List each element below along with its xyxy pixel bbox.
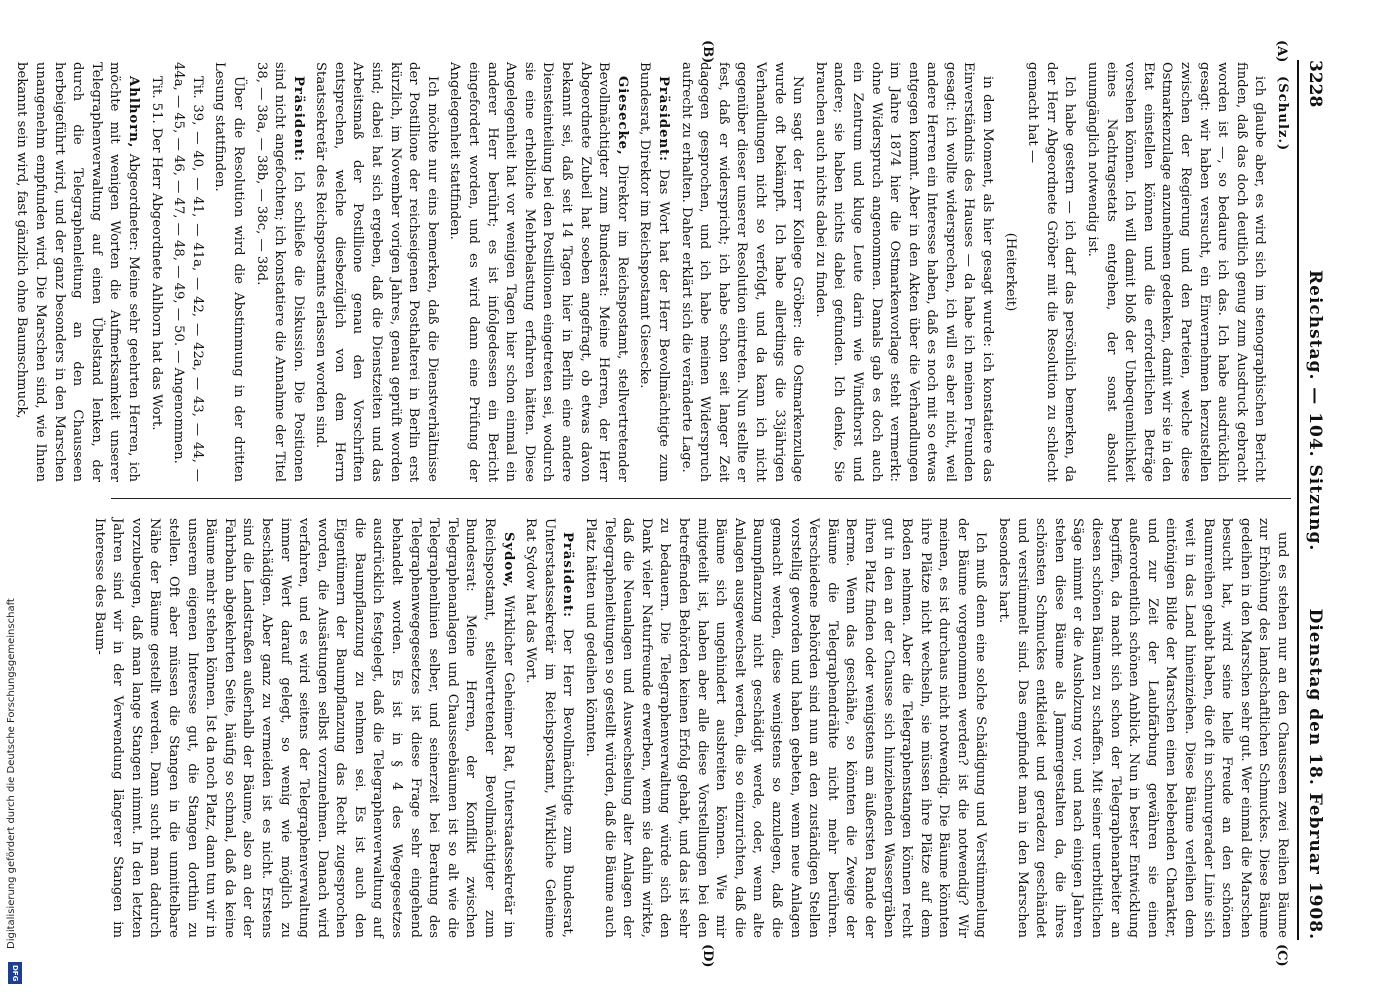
paragraph	[251, 62, 307, 482]
speech-text: Abgeordneter: Meine sehr geehrten Herren, ich möchte mit wenigen Worten die Aufmerksamkeit unserer Telegraphenverwaltung auf einen Übelstand lenken, der durch die Telegraphenleitung an den Chausseen herbeigeführt wird, und der ganz besonders in den Marschen unangenehm empfunden wird. Die Marschen sind, wie Ihnen bekannt sein wird, fast gänzlich ohne Baumschmuck,	[14, 62, 141, 482]
speech-text: Direktor im Reichspostamt, stellvertretender Bevollmächtigter zum Bundesrat: Meine Herren, der Herr Abgeordnete Zubeil hat soeben angefragt, ob etwas davon bekannt sei, daß seit 14 Tagen hier in Berlin eine andere Diensteinteilung bei den Postillionen eingetreten sei, wodurch sie eine erhebliche Mehrbelastung erfahren hätten. Diese Angelegenheit hat vor wenigen Tagen hier schon einmal ein anderer Herr berührt; es ist infolgedessen ein Bericht eingefordert worden, und es wird dann eine Prüfung der Angelegenheit stattfinden.	[447, 62, 630, 482]
session-date: Dienstag den 18. Februar 1908.	[1305, 608, 1325, 940]
paragraph: in dem Moment, als hier gesagt wurde: ich konstatiere das Einverständnis des Hauses — da habe ich meinen Freunden gesagt: ich wollte widersprechen, ich will es aber nicht, weil andere Herren ein Interesse haben, daß es noch mit so etwas entgegen kommt. Aber in den Akten über die Verhandlungen im Jahre 1874 hier die Ostmarkenvorlage steht vermerkt: ohne Widerspruch angenommen. Damals gab es doch auch ein Zentrum und kluge Leute darin wie Windthorst und andere; sie haben nichts dabei gefunden. Ich denke, Sie brauchen auch nichts dabei zu finden.	[812, 62, 996, 482]
speaker-name: Präsident:	[560, 532, 576, 619]
speech-text: Der Herr Bevollmächtigte zum Bundesrat, Unterstaatssekretär im Reichspostamt, Wirkliche Geheime Rat Sydow hat das Wort.	[523, 518, 576, 938]
speaker-name: Präsident:	[290, 76, 306, 163]
speaker-name: Sydow,	[500, 532, 516, 589]
right-column	[91, 518, 1291, 938]
speech-text: Wirklicher Geheimer Rat, Unterstaatssekretär im Reichspostamt, stellvertretender Bevollmächtigter zum Bundesrat: Meine Herren, der Konflikt zwischen Telegraphenanlagen und Chausseebäumen ist so alt wie die Telegraphenlinien selber, und seinerzeit bei Beratung des Telegraphenwegegesetzes ist diese Frage sehr eingehend behandelt worden. Es ist in § 4 des Wegegesetzes ausdrücklich festgelegt, daß die Telegraphenverwaltung auf die Baumpflanzung zu nehmen sei. Es ist auch den Eigentümern der Baumpflanzung das Recht zugesprochen worden, die Ausästungen selbst vorzunehmen. Danach wird verfahren, und es wird seitens der Telegraphenverwaltung immer Wert darauf gelegt, so wenig wie möglich zu beschädigen. Aber ganz zu vermeiden ist es nicht. Erstens sind die Landstraßen außerhalb der Bäume, also an der der Fahrbahn abgekehrten Seite, häufig so schmal, daß da keine Bäume mehr stehen können. Ist da noch Platz, dann tun wir in unserem eigenen Interesse gut, die Stangen dorthin zu stellen. Oft aber müssen die Stangen in die unmittelbare Nähe der Bäume gestellt werden. Dann sucht man dadurch vorzubeugen, daß man lange Stangen nimmt. In den letzten Jahren sind wir in der Verwendung längerer Stangen im Interesse des Baum-	[91, 518, 516, 938]
credit-text: Digitalisierung gefördert durch die Deutsche Forschungsgemeinschaft	[6, 598, 17, 949]
paragraph: Über die Resolution wird die Abstimmung in der dritten Lesung stattfinden.	[212, 62, 246, 482]
paragraph: Ich habe gestern — ich darf das persönlich bemerken, da der Herr Abgeordnete Gröber mit die Resolution zu schlecht gemacht hat —	[1025, 62, 1078, 482]
speaker-name: Präsident:	[656, 76, 671, 163]
digitization-credit	[6, 10, 20, 990]
paragraph	[521, 518, 577, 938]
paragraph	[445, 62, 631, 482]
session-title: Reichstag. — 104. Sitzung.	[1305, 270, 1325, 552]
left-column	[14, 62, 1291, 482]
speech-text: Ich schließe die Diskussion. Die Positionen sind nicht angefochten; ich konstatiere die Annahme der Titel 38, — 38a, — 38b, — 38c, — 38d.	[253, 62, 306, 482]
page-number: 3228	[1305, 60, 1325, 108]
margin-mark-d: (D)	[700, 944, 715, 968]
paragraph: Ich möchte nur eins bemerken, daß die Dienstverhältnisse der Postillione der reichseigenen Posthalterei in Berlin erst kürzlich, im November vorigen Jahres, genau geprüft worden sind; dabei hat sich ergeben, daß die Dienstzeiten und das Arbeitsmaß der Postillione genau den Vorschriften entsprechen, welche diesbezüglich von dem Herrn Staatssekretär des Reichspostamts erlassen worden sind.	[313, 62, 440, 482]
paragraph: Tit. 39, — 40, — 41, — 41a, — 42, — 42a, — 43, — 44, — 44a, — 45, — 46, — 47, — 48, — 49, — 50. — Angenommen.	[171, 62, 205, 482]
dfg-logo: DFG	[8, 962, 22, 984]
page-header	[1297, 60, 1327, 940]
paragraph: Tit. 51. Der Herr Abgeordnete Ahlhorn hat das Wort.	[148, 76, 164, 431]
margin-mark-c: (C)	[1274, 944, 1289, 967]
speaker-name: Giesecke,	[614, 76, 630, 156]
paragraph	[89, 518, 517, 938]
speaker-name: (Schulz.)	[1275, 76, 1290, 152]
speech-text: Das Wort hat der Herr Bevollmächtigte zum Bundesrat, Direktor im Reichspostamt Giesecke.	[637, 62, 671, 482]
margin-mark-a: (A)	[1274, 40, 1289, 63]
paragraph: und es stehen nur an den Chausseen zwei Reihen Bäume zur Erhöhung des landschaftlichen Schmuckes. Diese Bäume gedeihen in den Marschen sehr gut. Wer einmal die Marschen besucht hat, wird seine helle Freude an den schönen Baumreihen gehabt haben, die oft in schnurgerader Linie sich weit in das Land hineinziehen. Diese Bäume verleihen dem eintönigen Bilde der Marschen einen belebenden Charakter, und zur Zeit der Laubfärbung gewähren sie einen außerordentlich schönen Anblick. Nun in bester Entwicklung begriffen, da macht sich schon der Telegraphenarbeiter an diesen schönen Bäumen zu schaffen. Mit seiner unerbittlichen Säge nimmt er die Ausholzung vor, und nach einigen Jahren stehen diese Bäume als Jammergestalten da, die ihres schönsten Schmuckes entkleidet und geradezu geschändet und verstümmelt sind. Das empfindet man in den Marschen besonders hart.	[996, 518, 1290, 938]
paragraph	[12, 62, 142, 482]
reaction-note: (Heiterkeit)	[1002, 232, 1018, 312]
paragraph	[635, 62, 672, 482]
paragraph	[1272, 62, 1291, 482]
paragraph: Ich muß denn eine solche Schädigung und Verstümmelung der Bäume vorgenommen werden? ist die notwendig? Wir meinen, es ist durchaus nicht notwendig. Die Bäume könnten ihre Plätze nicht wechseln, sie müssen ihre Plätze auf dem Boden nehmen. Aber die Telegraphenstangen können recht gut in den an der Chausse sich hinziehenden Wassergräben ihren Platz finden oder wenigstens am äußersten Rande der Berme. Wenn das geschähe, so könnten die Zweige der Bäume die Telegraphendrähte nicht mehr berühren. Verschiedene Behörden sind nun an den zuständigen Stellen vorstellig geworden und haben gebeten, wenn neue Anlagen gemacht werden, diese wenigstens so anzulegen, daß die Baumpflanzung nicht geschädigt werde, oder, wenn alte Anlagen ausgewechselt werden, die so einzurichten, daß die Bäume sich ungehindert ausbreiten können. Wie mir mitgeteilt ist, haben aber alle diese Vorstellungen bei den betreffenden Behörden keinen Erfolg gehabt, und das ist sehr zu bedauern. Die Telegraphenverwaltung würde sich den Dank vieler Naturfreunde erwerben, wenn sie dahin wirkte, daß die Neuanlagen und Auswechselung alter Anlagen der Telegraphenleitungen so gestellt würden, daß die Bäume auch Platz hätten und gedeihen könnten.	[583, 518, 989, 938]
margin-mark-b: (B)	[700, 40, 715, 64]
column-divider	[111, 498, 1291, 499]
paragraph: Nun sagt der Herr Kollege Gröber: die Ostmarkenzulage wurde oft bekämpft. Ich habe allerdings die 33jährigen Verhandlungen nicht so verfolgt, und da kann ich nicht gegenüber dieser unserer Resolution eintreten. Nun stellte er fest, daß er widerspricht; ich habe schon seit langer Zeit dagegen gesprochen, und ich habe meinen Widerspruch aufrecht zu erhalten. Daher erklärt sich die veränderte Lage.	[678, 62, 806, 482]
paragraph: ich glaube aber, es wird sich im stenographischen Bericht finden, daß das doch deutlich genug zum Ausdruck gebracht worden ist —, so bedaure ich das. Ich habe ausdrücklich gesagt: wir haben versucht, ein Einvernehmen herzustellen zwischen der Regierung und den Parteien, welche diese Ostmarkenzulage anzunehmen gedenken, damit wir sie in den Etat einstellen können und die erforderlichen Beträge vorsehen können. Ich will damit bloß der Unbequemlichkeit eines Nachtragsetats entgehen, der sonst absolut unumgänglich notwendig ist.	[1085, 62, 1268, 482]
speaker-name: Ahlhorn,	[125, 76, 141, 149]
